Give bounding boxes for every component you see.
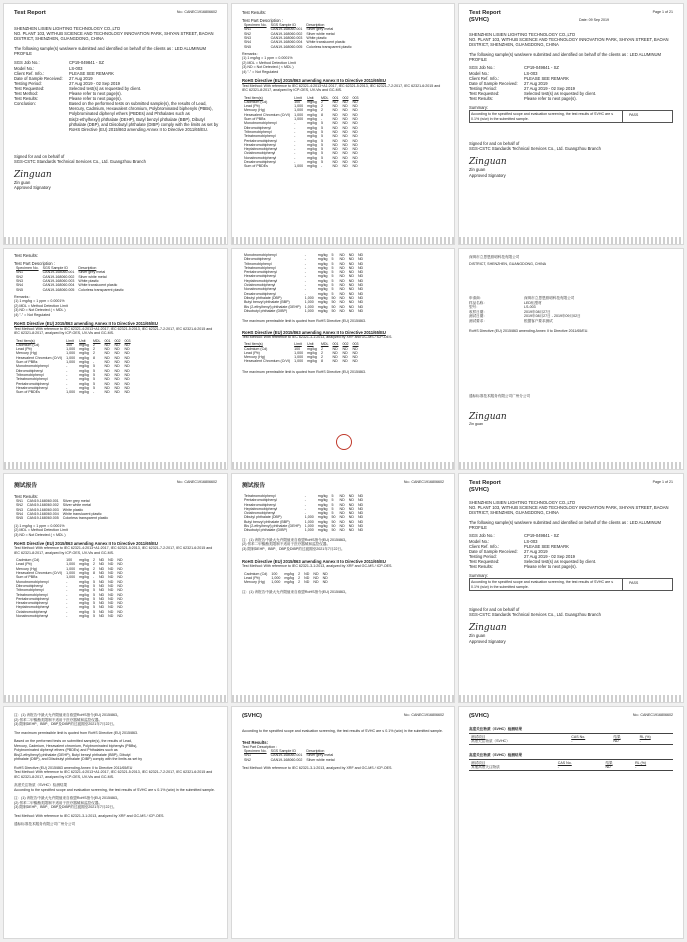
summary-result: PASS (622, 111, 644, 122)
intro: The following sample(s) was/were submitted and identified on behalf of the clients as : LED ALUMINUM PROFILE (14, 46, 207, 57)
svhc-table: 测试项目 CAS No. 结果 RL (%) 高度关注物质（SVHC） - ND - (471, 734, 651, 743)
report-page-10: 注：(1) 该报告中最大允许限值来自欧盟RoHS指令(EU) 2015/863。 (2) 邻苯二甲酸酯类限制不适用于医疗器械和监控仪器。 (3) 限制DEHP、BBP、DBP及DIBP的过渡期至2021年7月22日。 The maximum permissible limit is quoted from RoHS Directive (EU) 2015/863. Based on the performed tests on submitted sample(s), the results of Lead, Mercury, Cadmium, Hexavalent chromium, Polybrominated biphenyls (PBBs), Polybrominated diphenyl ethers (PBDEs) and Phthalates such as Bis(2-ethylhexyl) phthalate (DEHP), Butyl benzyl phthalate (BBP), Dibutyl phthalate (DBP), and Diisobutyl phthalate (DIBP) comply with the limits as set by RoHS Directive (EU) 2015/863 amending Annex II to Directive 2011/65/EU Test Method: With reference to IEC 62321-4:2013+A1:2017, IEC 62321-5:2013, IEC 62321-7-2:2017, IEC 62321-6:2015 and IEC 62321-8:2017, analyzed by ICP-OES, UV-Vis and GC-MS. 高度关注物质（SVHC）检测结果 According to the specified scope and evaluation screening, the test results of SVHC are ≤ 0.1% (w/w) in the submitted sample. 注：(1) 该报告中最大允许限值来自欧盟RoHS指令(EU) 2015/863。 (2) 邻苯二甲酸酯类限制不适用于医疗器械和监控仪器。 (3) 限制DEHP、BBP、DBP及DIBP的过渡期至2021年7月22日。 Test Method: With reference to IEC 62321-3-1:2013, analyzed by XRF and GC-MS / ICP-OES. 通标标准技术服务有限公司广州分公司 (4, 707, 227, 938)
report-page-7: 测试报告 No.: CANEC1916806602 Test Results: SN1 CAN19-168060.001 Silver grey metal SN2 CAN19-168060.002 Silver white metal SN3 CAN19-168060.003 White plastic SN4 CAN19-168060.004 White translucent plastic SN5 CAN19-168060.005 Colorless transparent plastic (1) 1 mg/kg = 1 ppm = 0.0001% (2) MDL = Method Detection Limit (3) ND = Not Detected ( < MDL ) RoHS Directive (EU) 2015/863 amending Annex II to Directive 2011/65/EU Test Method: With reference to IEC 62321-4:2013+A1:2017, IEC 62321-5:2013, IEC 62321-7-2:2017, IEC 62321-6:2015 and IEC 62321-8:2017, analyzed by ICP-OES, UV-Vis and GC-MS. Cadmium (Cd) 100 mg/kg 2 ND ND ND Lead (Pb) 1,000 mg/kg 2 ND ND ND Mercury (Hg) 1,000 mg/kg 2 ND ND ND Hexavalent Chromium (CrVI) 1,000 mg/kg 8 ND ND ND Sum of PBBs 1,000 mg/kg - ND ND ND Monobromobiphenyl - mg/kg 5 ND ND ND Dibromobiphenyl - mg/kg 5 ND ND ND Tribromobiphenyl - mg/kg 5 ND ND ND Tetrabromobiphenyl - mg/kg 5 ND ND ND Pentabromobiphenyl - mg/kg 5 ND ND ND Hexabromobiphenyl - mg/kg 5 ND ND ND Heptabromobiphenyl - mg/kg 5 ND ND ND Octabromobiphenyl - mg/kg 5 ND ND ND Nonabromobiphenyl - mg/kg 5 ND ND ND (4, 474, 227, 702)
address-1: NO. PLANT 103, WITHUB SCIENCE AND TECHNOLOGY INNOVATION PARK, SHIYAN STREET, BAOAN (14, 31, 214, 37)
report-page-3: Test Report Page 1 of 21 (SVHC) Date: 09 Sep 2019 SHENZHEN LISIEN LIGHTING TECHNOLOGY CO.,LTD NO. PLANT 103, WITHUB SCIENCE AND TECHNOLOGY INNOVATION PARK, SHIYAN STREET, BAOAN DISTRICT, SHENZHEN, GUANGDONG, CHINA The following sample(s) was/were submitted and identified on behalf of the clients as : LED ALUMINUM PROFILE SGS Job No.: CP19-049841 - SZ Model No.: LS-003 Client Ref. Info.: PLEASE SEE REMARK Date of Sample Received: 27 Aug 2019 Testing Period: 27 Aug 2019 - 02 Sep 2019 Test Requested: Selected test(s) as requested by client. Test Results: Please refer to next page(s). Summary: According to the specified scope and evaluation screening, the test results of SVHC are ≤ 0.1% (w/w) in the submitted sample. PASS Signed for and on behalf of SGS-CSTC Standards Technical Services Co., Ltd. Guangzhou Branch Zinguan Zin guan Approved Signatory (459, 4, 683, 244)
parts-table: Specimen No. SGS Sample ID Description SN1 CAN19-168060.001 Silver grey metal SN2 CAN19-168060.002 Silver white metal SN3 CAN19-168060.003 White plastic SN4 CAN19-168060.004 White translucent plastic SN5 CAN19-168060.005 Colorless transparent plastic (244, 23, 352, 49)
report-page-12: (SVHC) No.: CANEC1916806602 高度关注物质（SVHC）检测结果 测试项目 CAS No. 结果 RL (%) 高度关注物质（SVHC） - ND - 高度关注物质（SVHC）检测结果 测试项目 CAS No. 结果 RL (%) 其他高度关注物质 - ND - (459, 707, 683, 938)
sgs-logo-stamp (336, 434, 352, 450)
report-page-4: Test Results: Test Part Description : Specimen No. SGS Sample ID Description SN1 CAN19-168060.001 Silver grey metal SN2 CAN19-168060.002 Silver white metal SN3 CAN19-168060.003 White plastic SN4 CAN19-168060.004 White translucent plastic SN5 CAN19-168060.005 Colorless transparent plastic Remarks : (1) 1 mg/kg = 1 ppm = 0.0001% (2) MDL = Method Detection Limit (3) ND = Not Detected ( < MDL ) (4) "-" = Not Regulated RoHS Directive (EU) 2015/863 amending Annex II to Directive 2011/65/EU Test Method: With reference to IEC 62321-4:2013+A1:2017, IEC 62321-5:2013, IEC 62321-7-2:2017, IEC 62321-6:2015 and IEC 62321-8:2017, analyzed by ICP-OES, UV-Vis and GC-MS. Test Item(s) Limit Unit MDL 001 002 003 Cadmium (Cd) 100 mg/kg 2 ND ND ND Lead (Pb) 1,000 mg/kg 2 ND ND ND Mercury (Hg) 1,000 mg/kg 2 ND ND ND Hexavalent Chromium (CrVI) 1,000 mg/kg 8 ND ND ND Sum of PBBs 1,000 mg/kg - ND ND ND Monobromobiphenyl - mg/kg 5 ND ND ND Dibromobiphenyl - mg/kg 5 ND ND ND Tribromobiphenyl - mg/kg 5 ND ND ND Tetrabromobiphenyl - mg/kg 5 ND ND ND Pentabromobiphenyl - mg/kg 5 ND ND ND Hexabromobiphenyl - mg/kg 5 ND ND ND Sum of PBDEs 1,000 mg/kg - ND ND ND (4, 249, 227, 469)
page-title: Test Report (14, 10, 46, 16)
report-number: No.: CANEC1916806602 (176, 10, 217, 14)
address-2: DISTRICT, SHENZHEN, GUANGDONG, CHINA (14, 36, 104, 42)
report-page-8: 测试报告 No.: CANEC1916806602 Tetrabromobiphenyl - mg/kg 5 ND ND ND Pentabromobiphenyl - mg/kg 5 ND ND ND Hexabromobiphenyl - mg/kg 5 ND ND ND Heptabromobiphenyl - mg/kg 5 ND ND ND Octabromobiphenyl - mg/kg 5 ND ND ND Dibutyl phthalate (DBP) 1,000 mg/kg 50 ND ND ND Butyl benzyl phthalate (BBP) 1,000 mg/kg 50 ND ND ND Bis (2-ethylhexyl) phthalate (DEHP) 1,000 mg/kg 50 ND ND ND Diisobutyl phthalate (DIBP) 1,000 mg/kg 50 ND ND ND 注：(1) 该报告中最大允许限值来自欧盟RoHS指令(EU) 2015/863。 (2) 邻苯二甲酸酯类限制不适用于医疗器械和监控仪器。 (3) 限制DEHP、BBP、DBP及DIBP的过渡期至2021年7月22日。 RoHS Directive (EU) 2015/863 amending Annex II to Directive 2011/65/EU Test Method: With reference to IEC 62321-3-1:2013, analyzed by XRF and GC-MS / ICP-OES. Cadmium (Cd) 100 mg/kg 2 ND ND ND Lead (Pb) 1,000 mg/kg 2 ND ND ND Mercury (Hg) 1,000 mg/kg 2 ND ND ND 注：(1) 该报告中最大允许限值来自欧盟RoHS指令(EU) 2015/863。 (232, 474, 454, 702)
page-footer (232, 237, 454, 244)
report-page-2: Test Results: Test Part Description : Specimen No. SGS Sample ID Description SN1 CAN19-168060.001 Silver grey metal SN2 CAN19-168060.002 Silver white metal SN3 CAN19-168060.003 White plastic SN4 CAN19-168060.004 White translucent plastic SN5 CAN19-168060.005 Colorless transparent plastic Remarks : (1) 1 mg/kg = 1 ppm = 0.0001% (2) MDL = Method Detection Limit (3) ND = Not Detected ( < MDL ) (4) "-" = Not Regulated RoHS Directive (EU) 2015/863 amending Annex II to Directive 2011/65/EU Test Method: With reference to IEC 62321-4:2013+A1:2017, IEC 62321-5:2013, IEC 62321-7-2:2017, IEC 62321-6:2015 and IEC 62321-8:2017, analyzed by ICP-OES, UV-Vis and GC-MS. Test Item(s) Limit Unit MDL 001 002 003 Cadmium (Cd) 100 mg/kg 2 ND ND ND Lead (Pb) 1,000 mg/kg 2 ND ND ND Mercury (Hg) 1,000 mg/kg 2 ND ND ND Hexavalent Chromium (CrVI) 1,000 mg/kg 8 ND ND ND Sum of PBBs 1,000 mg/kg - ND ND ND Monobromobiphenyl - mg/kg 5 ND ND ND Dibromobiphenyl - mg/kg 5 ND ND ND Tribromobiphenyl - mg/kg 5 ND ND ND Tetrabromobiphenyl - mg/kg 5 ND ND ND Pentabromobiphenyl - mg/kg 5 ND ND ND Hexabromobiphenyl - mg/kg 5 ND ND ND Heptabromobiphenyl - mg/kg 5 ND ND ND Octabromobiphenyl - mg/kg 5 ND ND ND Nonabromobiphenyl - mg/kg 5 ND ND ND Decabromobiphenyl - mg/kg 5 ND ND ND Sum of PBDEs 1,000 mg/kg - ND ND ND (232, 4, 454, 244)
applicant: SHENZHEN LISIEN LIGHTING TECHNOLOGY CO.,LTD (14, 26, 121, 31)
report-page-11: (SVHC) No.: CANEC1916806602 According to the specified scope and evaluation screening, the test results of SVHC are ≤ 0.1% (w/w) in the submitted sample. Test Results: Test Part Description : Specimen No. SGS Sample ID Description SN1 CAN19-168060.001 Silver grey metal SN2 CAN19-168060.002 Silver white metal Test Method: With reference to IEC 62321-3-1:2013, analyzed by XRF and GC-MS / ICP-OES. (232, 707, 454, 938)
signature: Zinguan (14, 169, 52, 180)
page-footer (4, 237, 227, 244)
rohs-table: Test Item(s) Limit Unit MDL 001 002 003 Cadmium (Cd) 100 mg/kg 2 ND ND ND Lead (Pb) 1,000 mg/kg 2 ND ND ND Mercury (Hg) 1,000 mg/kg 2 ND ND ND Hexavalent Chromium (CrVI) 1,000 mg/kg 8 ND ND ND Sum of PBBs 1,000 mg/kg - ND ND ND Monobromobiphenyl - mg/kg 5 ND ND ND Dibromobiphenyl - mg/kg 5 ND ND ND Tribromobiphenyl - mg/kg 5 ND ND ND Tetrabromobiphenyl - mg/kg 5 ND ND ND Pentabromobiphenyl - mg/kg 5 ND ND ND Hexabromobiphenyl - mg/kg 5 ND ND ND Heptabromobiphenyl - mg/kg 5 ND ND ND Octabromobiphenyl - mg/kg 5 ND ND ND Nonabromobiphenyl - mg/kg 5 ND ND ND Decabromobiphenyl - mg/kg 5 ND ND ND Sum of PBDEs 1,000 mg/kg - ND ND ND (244, 95, 359, 169)
summary-box: According to the specified scope and evaluation screening, the test results of SVHC are ≤ 0.1% (w/w) in the submitted sample. PASS (469, 110, 673, 123)
report-page-1: Test Report No.: CANEC1916806602 SHENZHEN LISIEN LIGHTING TECHNOLOGY CO.,LTD NO. PLANT 103, WITHUB SCIENCE AND TECHNOLOGY INNOVATION PARK, SHIYAN STREET, BAOAN DISTRICT, SHENZHEN, GUANGDONG, CHINA The following sample(s) was/were submitted and identified on behalf of the clients as : LED ALUMINUM PROFILE SGS Job No.: CP19-049841 - SZ Model No.: LS-003 Client Ref. Info.: PLEASE SEE REMARK Date of Sample Received: 27 Aug 2019 Testing Period: 27 Aug 2019 - 02 Sep 2019 Test Requested: Selected test(s) as requested by client. Test Method: Please refer to next page(s). Test Results: Please refer to next page(s). Conclusion: Based on the performed tests on submitted sample(s), the results of Lead, Mercury, Cadmium, Hexavalent chromium, Polybrominated biphenyls (PBBs), Polybrominated diphenyl ethers (PBDEs) and Phthalates such as Bis(2-ethylhexyl) phthalate (DEHP), Butyl benzyl phthalate (BBP), Dibutyl phthalate (DBP), and Diisobutyl phthalate (DIBP) comply with the limits as set by RoHS Directive (EU) 2015/863 amending Annex II to Directive 2011/65/EU. Signed for and on behalf of SGS-CSTC Standards Technical Services Co., Ltd. Guangzhou Branch Zinguan Zin guan Approved Signatory (4, 4, 227, 244)
report-page-5: Monobromobiphenyl - mg/kg 5 ND ND ND Dibromobiphenyl - mg/kg 5 ND ND ND Tribromobiphenyl - mg/kg 5 ND ND ND Tetrabromobiphenyl - mg/kg 5 ND ND ND Pentabromobiphenyl - mg/kg 5 ND ND ND Hexabromobiphenyl - mg/kg 5 ND ND ND Heptabromobiphenyl - mg/kg 5 ND ND ND Octabromobiphenyl - mg/kg 5 ND ND ND Nonabromobiphenyl - mg/kg 5 ND ND ND Decabromobiphenyl - mg/kg 5 ND ND ND Dibutyl phthalate (DBP) 1,000 mg/kg 50 ND ND ND Butyl benzyl phthalate (BBP) 1,000 mg/kg 50 ND ND ND Bis (2-ethylhexyl) phthalate (DEHP) 1,000 mg/kg 50 ND ND ND Diisobutyl phthalate (DIBP) 1,000 mg/kg 50 ND ND ND The maximum permissible limit is quoted from RoHS Directive (EU) 2015/863. RoHS Directive (EU) 2015/863 amending Annex II to Directive 2011/65/EU Test Method: With reference to IEC 62321-3-1:2013, analyzed by XRF and GC-MS / ICP-OES. Test Item(s) Limit Unit MDL 001 002 003 Cadmium (Cd) 100 mg/kg 2 ND ND ND Lead (Pb) 1,000 mg/kg 2 ND ND ND Mercury (Hg) 1,000 mg/kg 2 ND ND ND Hexavalent Chromium (CrVI) 1,000 mg/kg 8 ND ND ND The maximum permissible limit is quoted from RoHS Directive (EU) 2015/863. (232, 249, 454, 469)
report-page-9: Test Report Page 1 of 21 (SVHC) SHENZHEN LISIEN LIGHTING TECHNOLOGY CO.,LTD NO. PLANT 103, WITHUB SCIENCE AND TECHNOLOGY INNOVATION PARK, SHIYAN STREET, BAOAN DISTRICT, SHENZHEN, GUANGDONG, CHINA The following sample(s) was/were submitted and identified on behalf of the clients as : LED ALUMINUM PROFILE SGS Job No.: CP19-049841 - SZ Model No.: LS-003 Client Ref. Info.: PLEASE SEE REMARK Date of Sample Received: 27 Aug 2019 Testing Period: 27 Aug 2019 - 02 Sep 2019 Test Requested: Selected test(s) as requested by client. Test Results: Please refer to next page(s). Summary: According to the specified scope and evaluation screening, the test results of SVHC are ≤ 0.1% (w/w) in the submitted sample. PASS Signed for and on behalf of SGS-CSTC Standards Technical Services Co., Ltd. Guangzhou Branch Zinguan Zin guan Approved Signatory (459, 474, 683, 702)
report-page-6: 深圳市立思恩照明科技有限公司 DISTRICT, SHENZHEN, GUANGDONG, CHINA 申请商： 深圳市立思恩照明科技有限公司 样品名称： LED铝型材 型号： LS-003 收样日期： 2019年08月27日 测试日期： 2019年08月27日 - 2019年09月02日 测试要求： 根据客户要求测试 RoHS Directive (EU) 2015/863 amending Annex II to Directive 2011/65/EU. 通标标准技术服务有限公司广州分公司 Zinguan Zin guan (459, 249, 683, 469)
